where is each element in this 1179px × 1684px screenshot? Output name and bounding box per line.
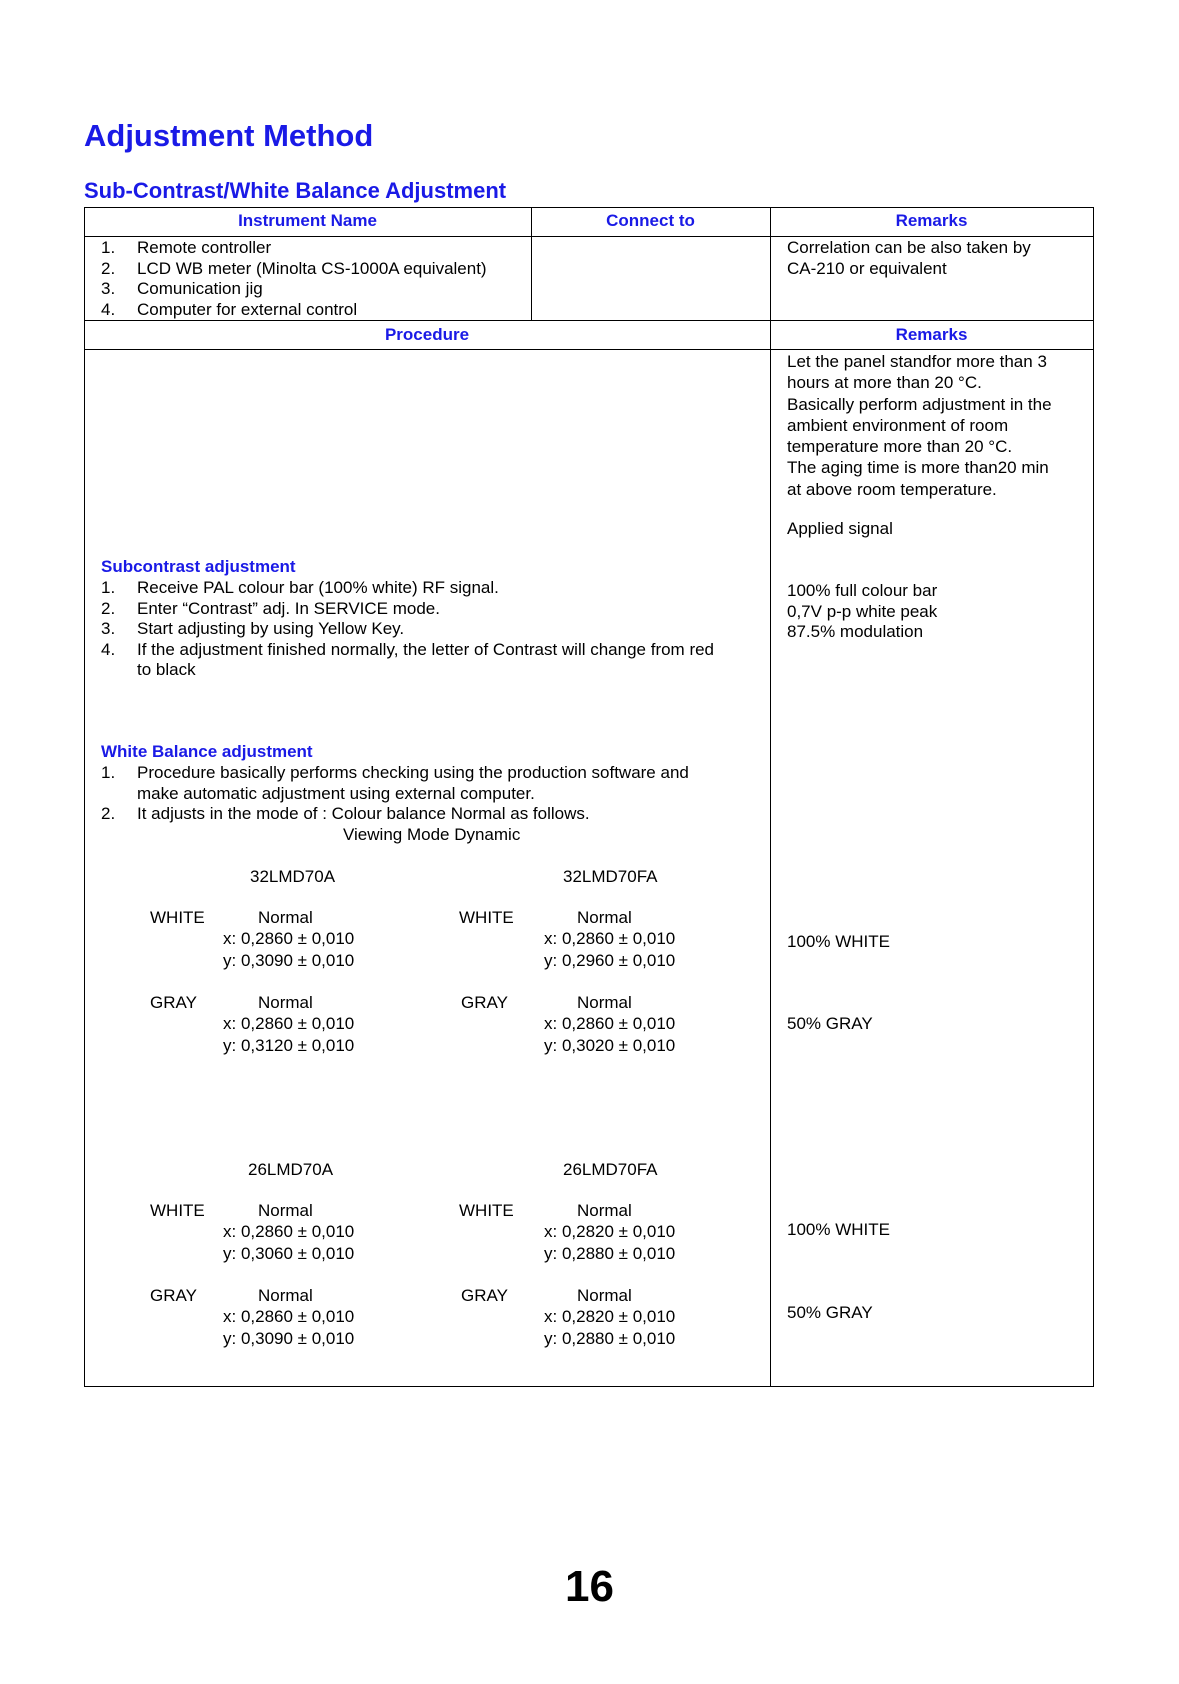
list-item: 1. Procedure basically performs checking using the production software and xyxy=(101,763,689,782)
list-item: 2. Enter “Contrast” adj. In SERVICE mode. xyxy=(101,598,440,618)
white-x: x: 0,2860 ± 0,010 xyxy=(223,1222,355,1241)
instrument-list xyxy=(101,238,487,320)
gray-label: GRAY xyxy=(461,993,508,1012)
white-mode: Normal xyxy=(258,908,313,927)
list-item: to black xyxy=(137,660,196,679)
remarks-intro: Let the panel standfor more than 3 hours at more than 20 °C. Basically perform adjustment in the ambient environment of room temperature more than 20 °C. The aging time is more than20 min at above room temperature. xyxy=(787,352,1052,499)
gray-y: y: 0,3020 ± 0,010 xyxy=(544,1036,676,1055)
model-32lmd70fa: 32LMD70FA xyxy=(563,867,658,886)
signal-remarks: 100% full colour bar 0,7V p-p white peak 87.5% modulation xyxy=(787,581,938,641)
remark-white-32: 100% WHITE xyxy=(787,932,890,951)
list-item: 3. Start adjusting by using Yellow Key. xyxy=(101,619,405,638)
white-x: x: 0,2820 ± 0,010 xyxy=(544,1222,676,1241)
header-procedure-remarks: Remarks xyxy=(895,325,968,344)
gray-mode: Normal xyxy=(258,1286,313,1305)
page-title: Adjustment Method xyxy=(84,118,374,153)
whitebalance-steps xyxy=(101,763,689,825)
white-y: y: 0,3090 ± 0,010 xyxy=(223,951,355,970)
subcontrast-steps xyxy=(101,578,714,681)
gray-mode: Normal xyxy=(258,993,313,1012)
gray-label: GRAY xyxy=(150,993,197,1012)
remark-gray-32: 50% GRAY xyxy=(787,1014,873,1033)
gray-y: y: 0,3120 ± 0,010 xyxy=(223,1036,355,1055)
white-y: y: 0,3060 ± 0,010 xyxy=(223,1244,355,1263)
header-remarks: Remarks xyxy=(895,211,968,230)
gray-x: x: 0,2860 ± 0,010 xyxy=(544,1014,676,1033)
list-item: 1. Receive PAL colour bar (100% white) RF signal. xyxy=(101,578,499,597)
gray-x: x: 0,2820 ± 0,010 xyxy=(544,1307,676,1326)
white-mode: Normal xyxy=(577,908,632,927)
white-x: x: 0,2860 ± 0,010 xyxy=(223,929,355,948)
header-connect-to: Connect to xyxy=(606,211,695,230)
gray-x: x: 0,2860 ± 0,010 xyxy=(223,1307,355,1326)
model-32lmd70a: 32LMD70A xyxy=(250,867,336,886)
subcontrast-heading: Subcontrast adjustment xyxy=(101,557,296,576)
gray-y: y: 0,2880 ± 0,010 xyxy=(544,1329,676,1348)
gray-mode: Normal xyxy=(577,1286,632,1305)
remark-gray-26: 50% GRAY xyxy=(787,1303,873,1322)
white-mode: Normal xyxy=(577,1201,632,1220)
model-26lmd70fa: 26LMD70FA xyxy=(563,1160,658,1179)
white-x: x: 0,2860 ± 0,010 xyxy=(544,929,676,948)
viewing-mode: Viewing Mode Dynamic xyxy=(343,825,521,844)
white-label: WHITE xyxy=(459,908,514,927)
list-item: 2. LCD WB meter (Minolta CS-1000A equivalent) xyxy=(101,258,487,278)
white-y: y: 0,2880 ± 0,010 xyxy=(544,1244,676,1263)
list-item: 1. Remote controller xyxy=(101,238,272,257)
gray-label: GRAY xyxy=(461,1286,508,1305)
white-label: WHITE xyxy=(459,1201,514,1220)
white-y: y: 0,2960 ± 0,010 xyxy=(544,951,676,970)
applied-signal-label: Applied signal xyxy=(787,519,893,538)
header-procedure: Procedure xyxy=(384,325,470,344)
gray-x: x: 0,2860 ± 0,010 xyxy=(223,1014,355,1033)
instrument-remarks: Correlation can be also taken by CA-210 or equivalent xyxy=(787,238,1031,278)
list-item: 2. It adjusts in the mode of : Colour balance Normal as follows. xyxy=(101,804,590,823)
white-label: WHITE xyxy=(150,908,205,927)
page-number: 16 xyxy=(565,1562,614,1611)
gray-y: y: 0,3090 ± 0,010 xyxy=(223,1329,355,1348)
list-item: 4. If the adjustment finished normally, the letter of Contrast will change from red xyxy=(101,639,715,659)
gray-label: GRAY xyxy=(150,1286,197,1305)
list-item: 4. Computer for external control xyxy=(101,299,358,319)
remark-white-26: 100% WHITE xyxy=(787,1220,890,1239)
list-item: 3. Comunication jig xyxy=(101,279,263,298)
gray-mode: Normal xyxy=(577,993,632,1012)
header-instrument-name: Instrument Name xyxy=(238,211,377,230)
list-item: make automatic adjustment using external computer. xyxy=(137,783,535,803)
section-title: Sub-Contrast/White Balance Adjustment xyxy=(84,178,507,203)
model-26lmd70a: 26LMD70A xyxy=(248,1160,334,1179)
whitebalance-heading: White Balance adjustment xyxy=(101,742,313,761)
white-mode: Normal xyxy=(258,1201,313,1220)
white-label: WHITE xyxy=(150,1201,205,1220)
